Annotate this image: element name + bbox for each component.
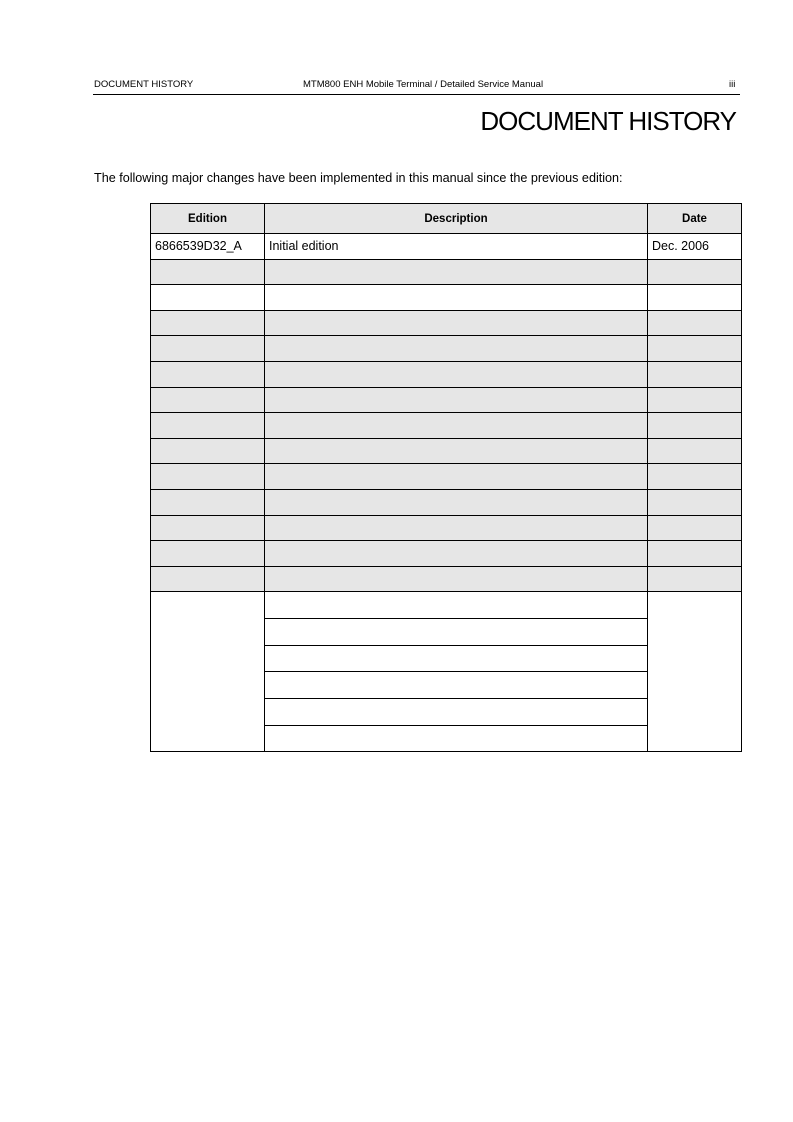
date-cell	[648, 361, 742, 387]
edition-cell	[151, 310, 265, 336]
description-cell	[265, 489, 648, 515]
description-cell	[265, 310, 648, 336]
edition-cell	[151, 541, 265, 567]
edition-cell	[151, 438, 265, 464]
date-cell	[648, 438, 742, 464]
date-cell: Dec. 2006	[648, 234, 742, 260]
edition-cell	[151, 413, 265, 439]
column-header-edition: Edition	[151, 204, 265, 234]
edition-cell	[151, 515, 265, 541]
table-row	[151, 285, 742, 311]
table-row	[151, 489, 742, 515]
running-header-manual-title: MTM800 ENH Mobile Terminal / Detailed Service Manual	[303, 79, 544, 90]
description-cell	[265, 515, 648, 541]
page-number: iii	[729, 79, 736, 90]
date-cell	[648, 387, 742, 413]
edition-cell	[151, 489, 265, 515]
edition-cell	[151, 285, 265, 311]
edition-cell	[151, 387, 265, 413]
table-row	[151, 515, 742, 541]
description-cell	[265, 336, 648, 362]
date-cell	[648, 464, 742, 490]
date-cell	[648, 336, 742, 362]
table-row-merged	[151, 592, 742, 619]
table-header-row	[151, 204, 742, 234]
page-title: DOCUMENT HISTORY	[480, 106, 736, 136]
description-cell	[265, 285, 648, 311]
description-cell	[265, 541, 648, 567]
running-header-section: DOCUMENT HISTORY	[94, 79, 194, 90]
description-cell	[265, 464, 648, 490]
header-rule	[93, 94, 740, 95]
column-header-date: Date	[648, 204, 742, 234]
description-cell	[265, 672, 648, 699]
table-row	[151, 438, 742, 464]
intro-text: The following major changes have been implemented in this manual since the previous edition:	[94, 171, 623, 185]
table-row	[151, 387, 742, 413]
description-cell	[265, 438, 648, 464]
edition-cell-merged	[151, 592, 265, 752]
edition-cell	[151, 361, 265, 387]
table-row	[151, 336, 742, 362]
date-cell	[648, 541, 742, 567]
description-cell: Initial edition	[265, 234, 648, 260]
edition-cell: 6866539D32_A	[151, 234, 265, 260]
date-cell	[648, 566, 742, 592]
date-cell	[648, 515, 742, 541]
description-cell	[265, 566, 648, 592]
description-cell	[265, 645, 648, 672]
description-cell	[265, 259, 648, 285]
description-cell	[265, 592, 648, 619]
date-cell	[648, 489, 742, 515]
edition-cell	[151, 464, 265, 490]
table-row	[151, 541, 742, 567]
table-row	[151, 259, 742, 285]
table-row	[151, 310, 742, 336]
column-header-description: Description	[265, 204, 648, 234]
table-row	[151, 566, 742, 592]
edition-cell	[151, 336, 265, 362]
date-cell	[648, 285, 742, 311]
date-cell	[648, 413, 742, 439]
description-cell	[265, 619, 648, 646]
description-cell	[265, 725, 648, 752]
description-cell	[265, 699, 648, 726]
date-cell-merged	[648, 592, 742, 752]
table-row	[151, 234, 742, 260]
edition-cell	[151, 259, 265, 285]
date-cell	[648, 259, 742, 285]
table-row	[151, 361, 742, 387]
description-cell	[265, 387, 648, 413]
date-cell	[648, 310, 742, 336]
edition-cell	[151, 566, 265, 592]
table-row	[151, 413, 742, 439]
table-row	[151, 464, 742, 490]
description-cell	[265, 413, 648, 439]
document-history-table	[150, 203, 742, 752]
description-cell	[265, 361, 648, 387]
